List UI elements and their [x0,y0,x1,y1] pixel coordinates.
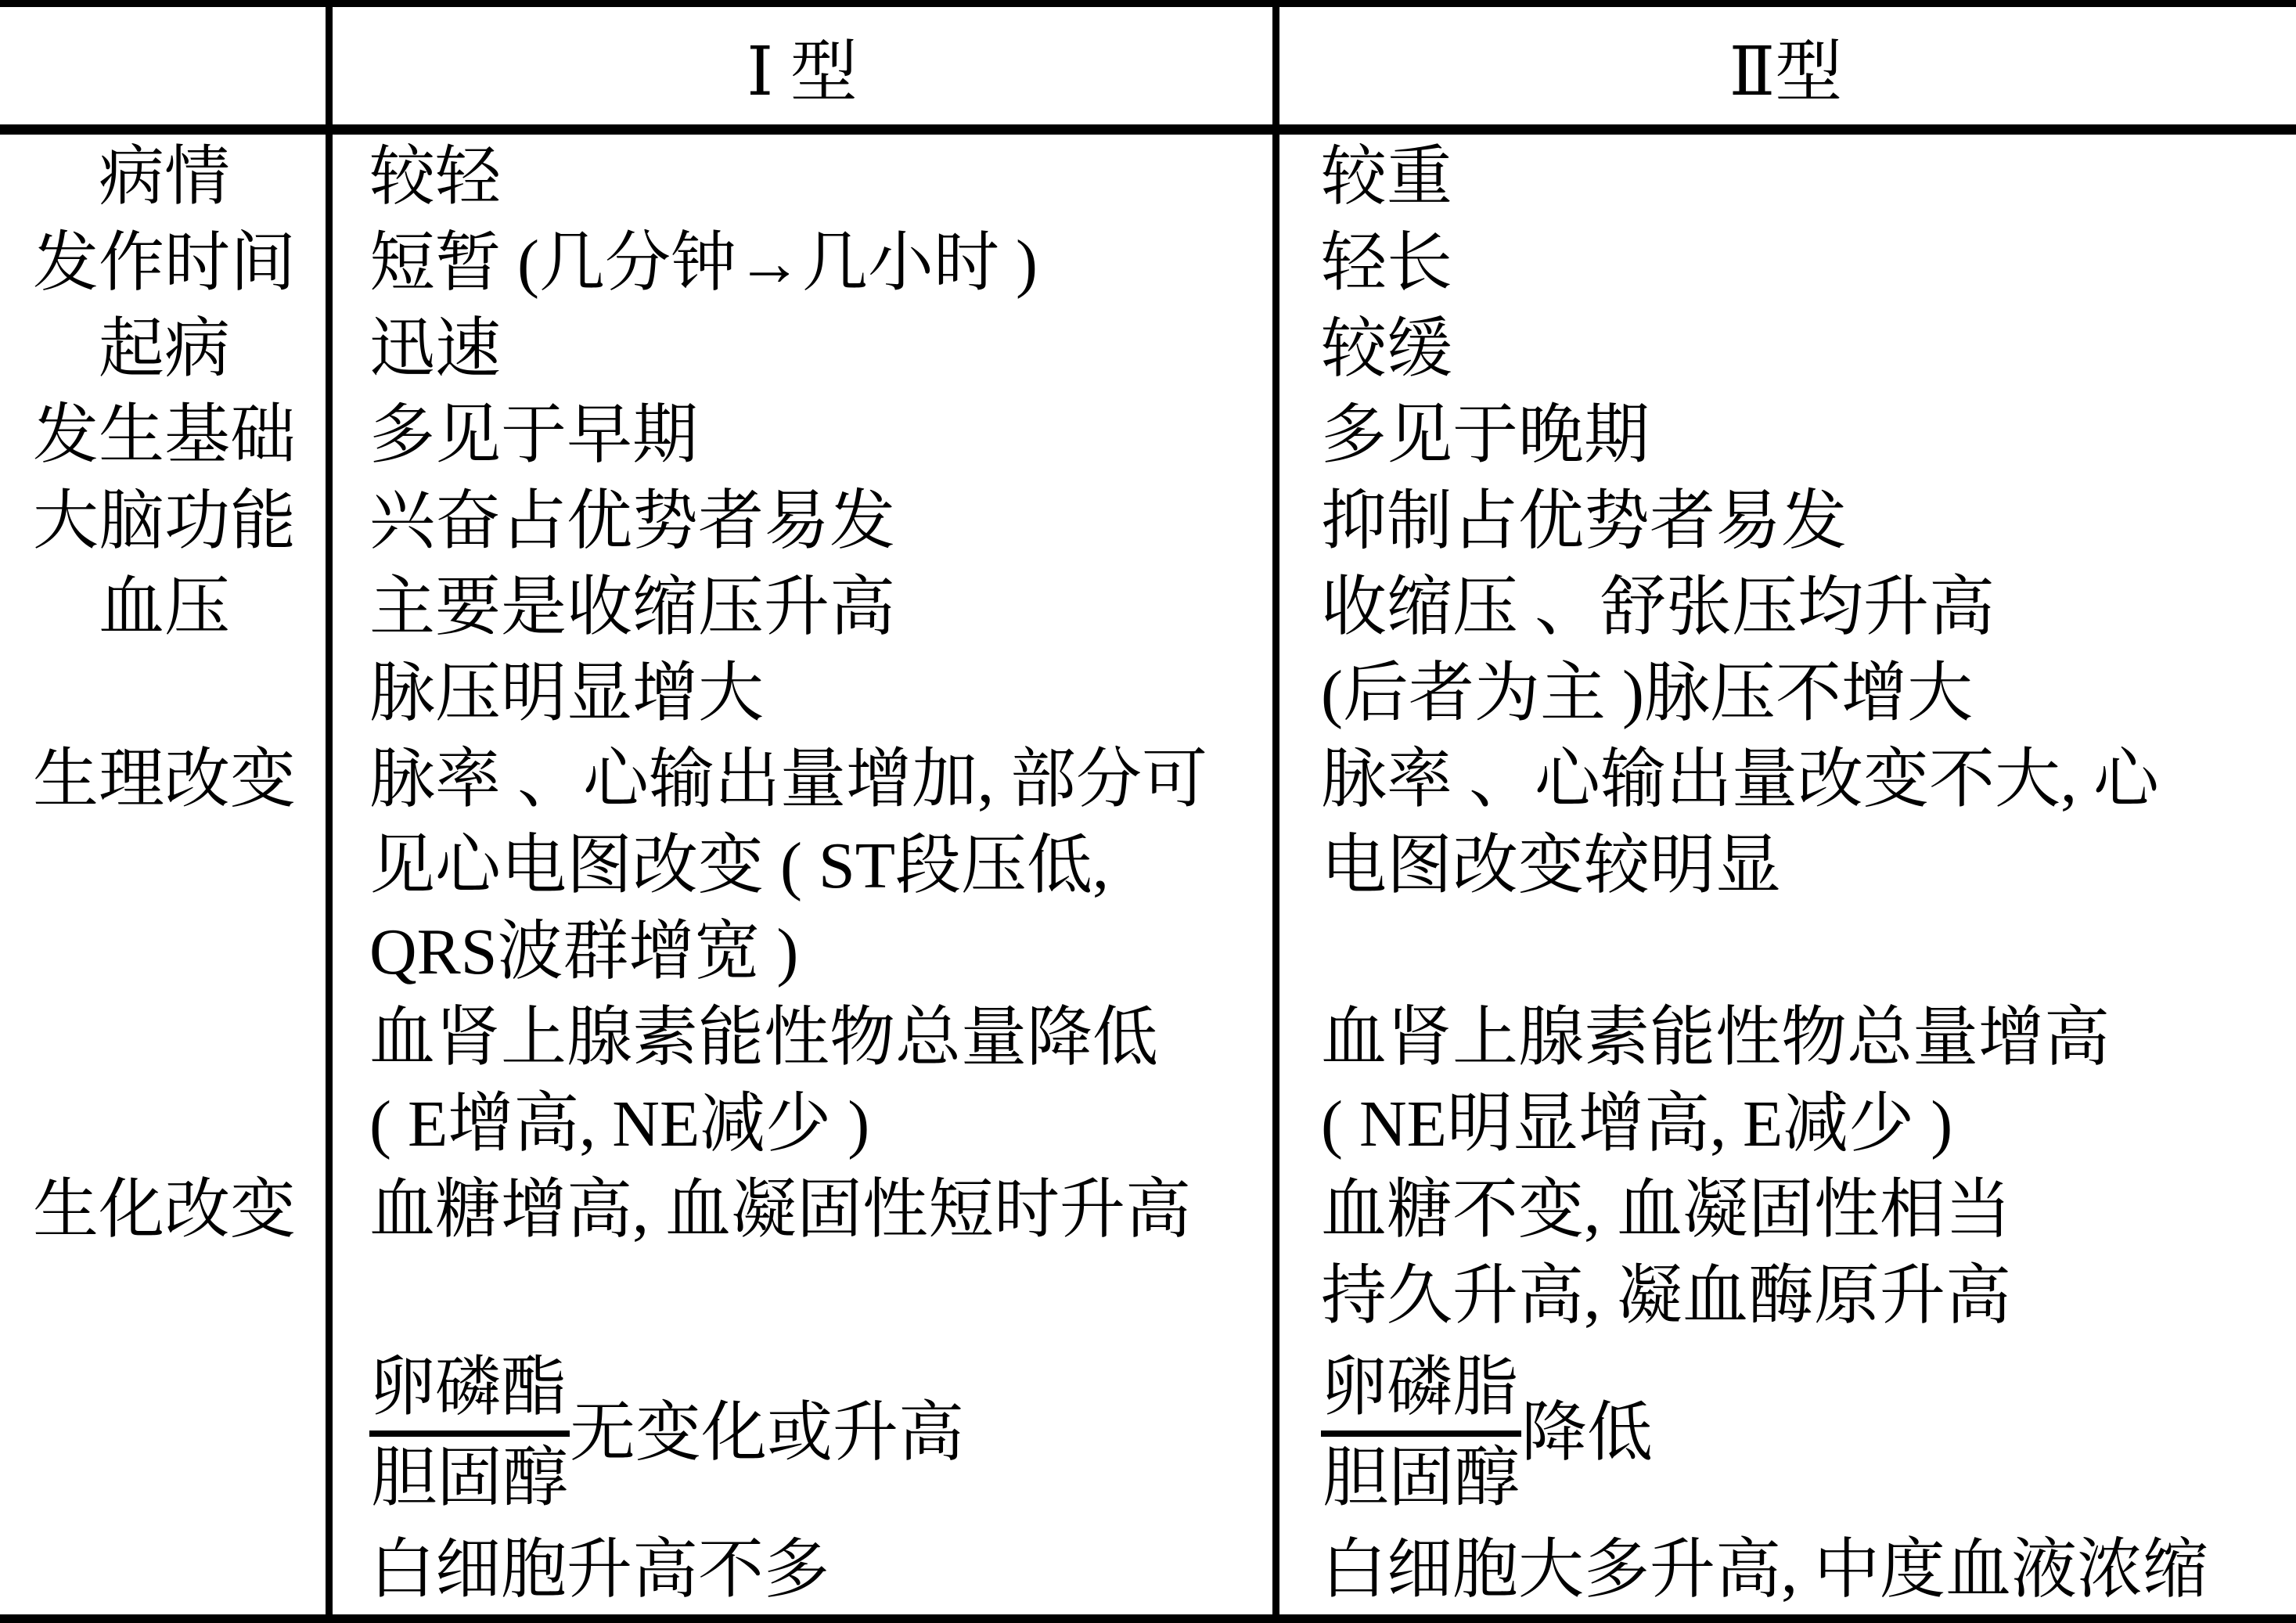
header-type2: Ⅱ型 [1729,34,1843,110]
cell-type1: 血糖增高, 血凝固性短时升高 [369,1173,1192,1247]
table-bottom-rule [0,1614,2296,1623]
cell-type1: 脉压明显增大 [369,657,765,730]
table-row-biochemical-cont [0,1254,2296,1340]
cell-type1: ( E增高, NE减少 ) [369,1087,870,1161]
cell-type2: 较缓 [1321,312,1453,386]
cell-type2 [1276,1352,2296,1516]
table-row-white-blood-cells [0,1528,2296,1614]
row-label: 生化改变 [32,1173,296,1247]
row-label: 发作时间 [32,226,296,300]
fraction-numerator: 卵磷酯 [369,1352,570,1437]
cell-type1: 较轻 [369,140,502,214]
table-row-severity [0,135,2296,221]
cell-type1: 脉率 、心输出量增加, 部分可 [369,743,1208,816]
cell-type1: 白细胞升高不多 [369,1533,830,1607]
cell-type1: 短暂 (几分钟→几小时 ) [369,226,1038,300]
cell-type1: 兴奋占优势者易发 [369,484,896,558]
fraction-numerator: 卵磷脂 [1321,1352,1521,1437]
row-label: 生理改变 [32,743,296,816]
table-row-brain-function [0,479,2296,565]
fraction-result-text: 降低 [1521,1396,1654,1470]
table-row-physiological-cont-2 [0,909,2296,995]
row-label: 血压 [98,570,230,644]
fraction-result-text: 无变化或升高 [570,1396,965,1470]
table-row-physiological-cont-1 [0,823,2296,909]
cell-type2: ( NE明显增高, E减少 ) [1321,1087,1953,1161]
fraction-denominator: 胆固醇 [371,1442,569,1515]
cell-type2: 多见于晚期 [1321,398,1650,472]
table-row-lecithin-cholesterol [0,1340,2296,1528]
header-type1: Ⅰ 型 [747,34,858,110]
row-label: 发生基础 [32,398,296,472]
row-label: 起病 [98,312,230,386]
header-separator-rule [0,124,2296,135]
table-header-row [0,7,2296,124]
cell-type1: 多见于早期 [369,398,699,472]
table-row-attack-duration [0,221,2296,307]
table-row-physiological-changes [0,737,2296,823]
cell-type2: 血肾上腺素能性物总量增高 [1321,1001,2111,1074]
cell-type2: 持久升高, 凝血酶原升高 [1321,1259,2012,1333]
table-row-blood-pressure-cont [0,651,2296,737]
lecithin-cholesterol-ratio [1321,1352,1521,1516]
cell-type2: 轻长 [1321,226,1453,300]
table-row-adrenergic-detail [0,1081,2296,1168]
table-row-adrenergic-substances [0,995,2296,1081]
cell-type1: 主要是收缩压升高 [369,570,896,644]
table-row-occurrence-basis [0,393,2296,479]
cell-type1: 迅速 [369,312,502,386]
cell-type2: 较重 [1321,140,1453,214]
table-top-rule [0,0,2296,7]
cell-type2: 收缩压 、舒张压均升高 [1321,570,1996,644]
row-label: 病情 [98,140,230,214]
cell-type2: 血糖不变, 血凝固性相当 [1321,1173,2012,1247]
table-body [0,135,2296,1614]
lecithin-cholesterol-ratio [369,1352,570,1516]
cell-type1 [329,1352,1276,1516]
table-row-biochemical-changes [0,1168,2296,1254]
cell-type2: 抑制占优势者易发 [1321,484,1848,558]
table-row-onset [0,307,2296,393]
cell-type2: 电图改变较明显 [1321,829,1782,902]
cell-type2: 脉率 、心输出量改变不大, 心 [1321,743,2160,816]
cell-type2: 白细胞大多升高, 中度血液浓缩 [1321,1533,2209,1607]
fraction-denominator: 胆固醇 [1323,1442,1520,1515]
row-label: 大脑功能 [32,484,296,558]
table-row-blood-pressure [0,565,2296,651]
cell-type1: 血肾上腺素能性物总量降低 [369,1001,1159,1074]
cell-type1: 见心电图改变 ( ST段压低, [369,829,1110,902]
cell-type2: (后者为主 )脉压不增大 [1321,657,1973,730]
cell-type1: QRS波群增宽 ) [369,915,799,988]
